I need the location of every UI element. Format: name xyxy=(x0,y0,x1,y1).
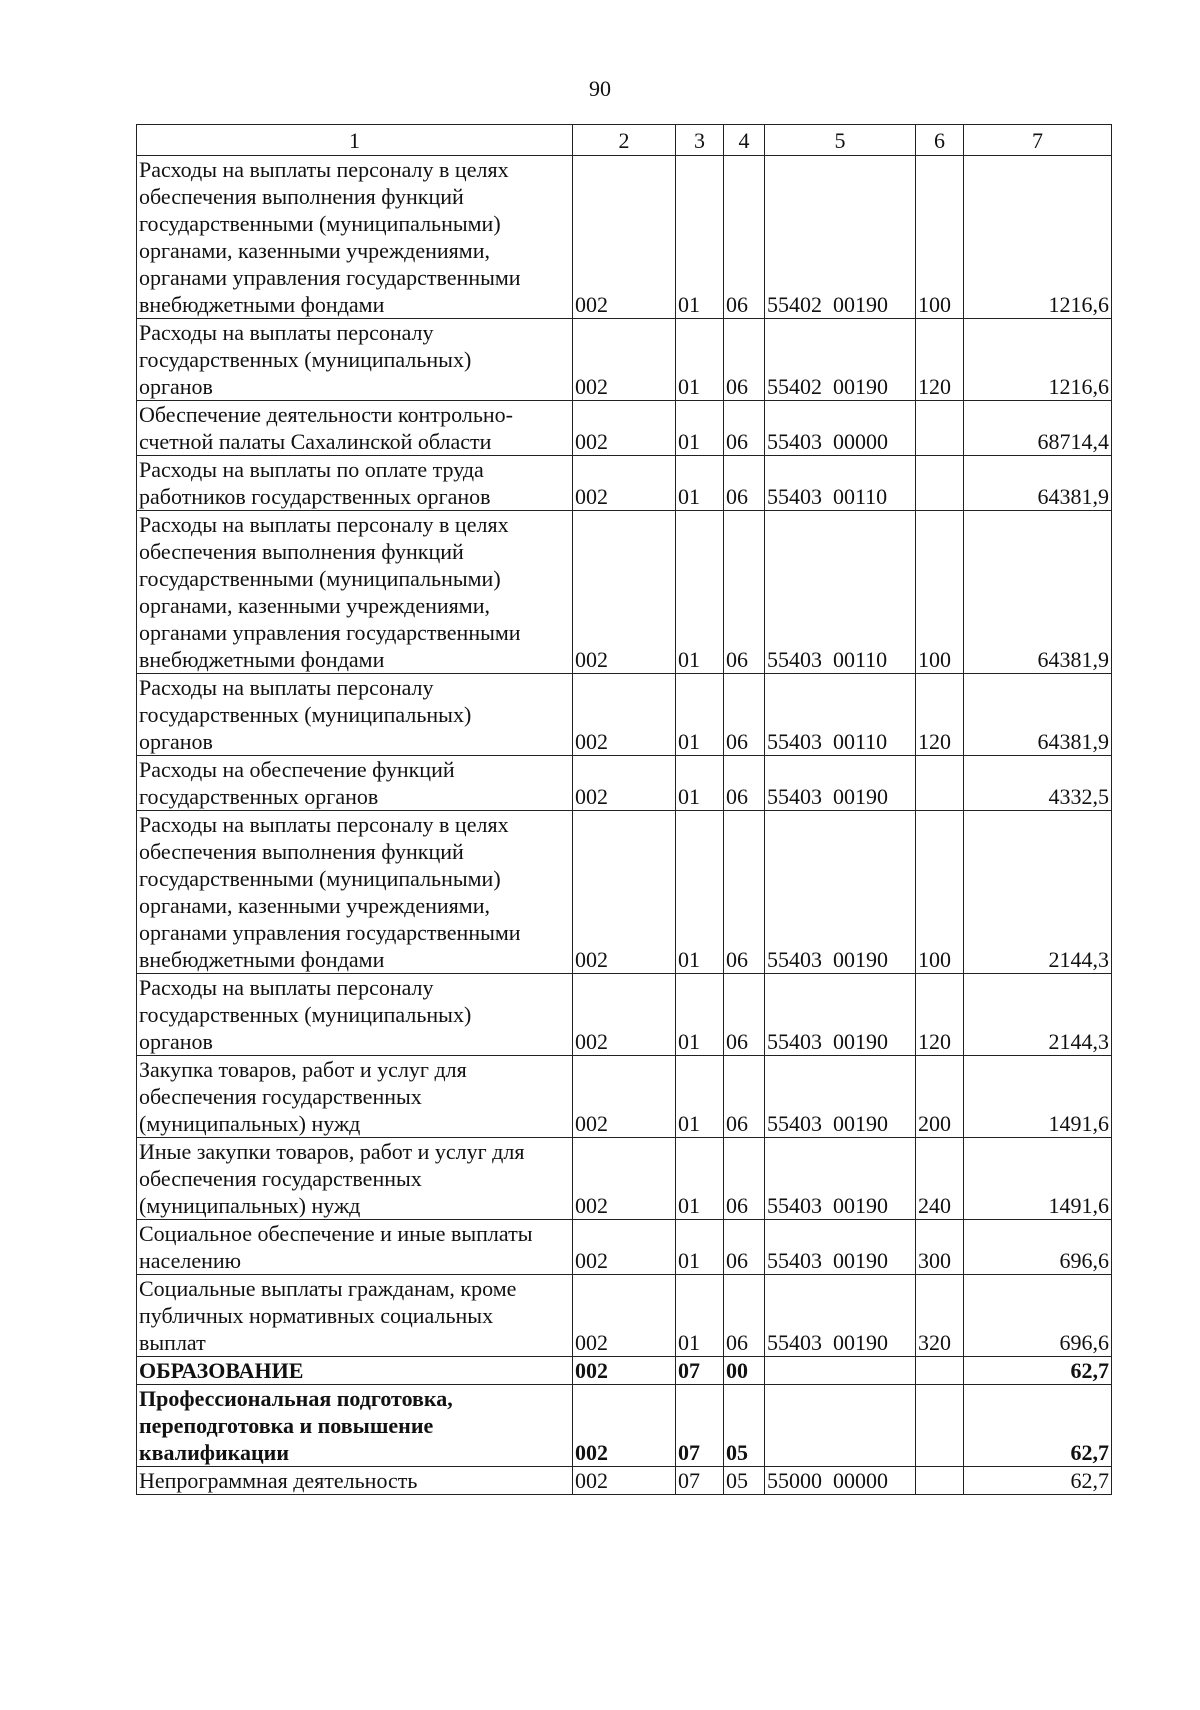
row-expense-type-cell xyxy=(916,456,964,511)
row-section-cell: 01 xyxy=(676,1056,724,1138)
header-row xyxy=(137,125,1112,156)
row-admin-code-cell: 002 xyxy=(573,511,676,674)
row-subsection-cell: 06 xyxy=(724,674,765,756)
row-expense-type-cell xyxy=(916,756,964,811)
row-target-article-cell: 55403 00000 xyxy=(765,401,916,456)
row-section-cell: 07 xyxy=(676,1385,724,1467)
row-name-cell: Расходы на выплаты по оплате труда работников государственных органов xyxy=(137,456,573,511)
table-row xyxy=(137,1138,1112,1220)
row-expense-type-cell xyxy=(916,1385,964,1467)
col-header-6: 6 xyxy=(916,125,964,156)
row-target-article-cell: 55403 00110 xyxy=(765,456,916,511)
row-amount-cell: 2144,3 xyxy=(964,811,1112,974)
row-amount-cell: 62,7 xyxy=(964,1385,1112,1467)
row-name-cell: Расходы на выплаты персоналу в целях обеспечения выполнения функций государственными (муниципальными) органами, казенными учреждениями, органами управления государственными внебюджетными фондами xyxy=(137,156,573,319)
row-subsection-cell: 06 xyxy=(724,756,765,811)
table-row xyxy=(137,674,1112,756)
row-section-cell: 01 xyxy=(676,401,724,456)
row-amount-cell: 62,7 xyxy=(964,1357,1112,1385)
row-admin-code-cell: 002 xyxy=(573,674,676,756)
row-name-cell: Обеспечение деятельности контрольно- счетной палаты Сахалинской области xyxy=(137,401,573,456)
row-name-cell: Расходы на обеспечение функций государственных органов xyxy=(137,756,573,811)
row-admin-code-cell: 002 xyxy=(573,456,676,511)
row-section-cell: 01 xyxy=(676,456,724,511)
row-subsection-cell: 06 xyxy=(724,511,765,674)
row-name-cell: Профессиональная подготовка, переподготовка и повышение квалификации xyxy=(137,1385,573,1467)
row-amount-cell: 696,6 xyxy=(964,1220,1112,1275)
table-body xyxy=(137,156,1112,1495)
row-subsection-cell: 06 xyxy=(724,811,765,974)
row-target-article-cell: 55403 00190 xyxy=(765,811,916,974)
row-name-cell: Расходы на выплаты персоналу государственных (муниципальных) органов xyxy=(137,974,573,1056)
row-subsection-cell: 06 xyxy=(724,156,765,319)
row-admin-code-cell: 002 xyxy=(573,401,676,456)
row-expense-type-cell xyxy=(916,1467,964,1495)
row-section-cell: 07 xyxy=(676,1357,724,1385)
row-expense-type-cell: 120 xyxy=(916,319,964,401)
row-expense-type-cell: 100 xyxy=(916,811,964,974)
row-section-cell: 01 xyxy=(676,974,724,1056)
row-name-cell: Расходы на выплаты персоналу государственных (муниципальных) органов xyxy=(137,319,573,401)
row-name-cell: Расходы на выплаты персоналу в целях обеспечения выполнения функций государственными (муниципальными) органами, казенными учреждениями, органами управления государственными внебюджетными фондами xyxy=(137,811,573,974)
row-section-cell: 07 xyxy=(676,1467,724,1495)
col-header-2: 2 xyxy=(573,125,676,156)
row-subsection-cell: 05 xyxy=(724,1385,765,1467)
row-section-cell: 01 xyxy=(676,1220,724,1275)
table-row xyxy=(137,156,1112,319)
row-section-cell: 01 xyxy=(676,674,724,756)
row-target-article-cell: 55403 00190 xyxy=(765,974,916,1056)
table-row xyxy=(137,974,1112,1056)
row-admin-code-cell: 002 xyxy=(573,1056,676,1138)
row-section-cell: 01 xyxy=(676,156,724,319)
row-admin-code-cell: 002 xyxy=(573,319,676,401)
row-subsection-cell: 06 xyxy=(724,1275,765,1357)
table-row xyxy=(137,811,1112,974)
row-expense-type-cell: 240 xyxy=(916,1138,964,1220)
row-section-cell: 01 xyxy=(676,811,724,974)
col-header-4: 4 xyxy=(724,125,765,156)
row-subsection-cell: 06 xyxy=(724,1056,765,1138)
row-admin-code-cell: 002 xyxy=(573,156,676,319)
row-subsection-cell: 06 xyxy=(724,974,765,1056)
table-row xyxy=(137,1275,1112,1357)
table-row xyxy=(137,1220,1112,1275)
row-amount-cell: 64381,9 xyxy=(964,456,1112,511)
row-admin-code-cell: 002 xyxy=(573,1138,676,1220)
row-subsection-cell: 00 xyxy=(724,1357,765,1385)
table-row xyxy=(137,456,1112,511)
row-name-cell: ОБРАЗОВАНИЕ xyxy=(137,1357,573,1385)
row-target-article-cell: 55403 00110 xyxy=(765,511,916,674)
row-target-article-cell: 55402 00190 xyxy=(765,319,916,401)
row-expense-type-cell: 300 xyxy=(916,1220,964,1275)
row-amount-cell: 1216,6 xyxy=(964,156,1112,319)
table-row xyxy=(137,319,1112,401)
row-expense-type-cell: 100 xyxy=(916,511,964,674)
row-admin-code-cell: 002 xyxy=(573,1467,676,1495)
row-amount-cell: 1491,6 xyxy=(964,1056,1112,1138)
page-number: 90 xyxy=(589,76,611,101)
row-subsection-cell: 06 xyxy=(724,1138,765,1220)
row-section-cell: 01 xyxy=(676,1138,724,1220)
row-amount-cell: 1216,6 xyxy=(964,319,1112,401)
row-amount-cell: 68714,4 xyxy=(964,401,1112,456)
row-target-article-cell: 55403 00190 xyxy=(765,756,916,811)
row-amount-cell: 64381,9 xyxy=(964,674,1112,756)
row-name-cell: Социальные выплаты гражданам, кроме публичных нормативных социальных выплат xyxy=(137,1275,573,1357)
table-row xyxy=(137,1357,1112,1385)
row-subsection-cell: 06 xyxy=(724,1220,765,1275)
row-section-cell: 01 xyxy=(676,1275,724,1357)
row-section-cell: 01 xyxy=(676,319,724,401)
budget-table xyxy=(136,124,1112,1495)
row-subsection-cell: 06 xyxy=(724,319,765,401)
row-amount-cell: 696,6 xyxy=(964,1275,1112,1357)
table-row xyxy=(137,401,1112,456)
row-section-cell: 01 xyxy=(676,511,724,674)
row-expense-type-cell: 100 xyxy=(916,156,964,319)
row-admin-code-cell: 002 xyxy=(573,811,676,974)
row-amount-cell: 1491,6 xyxy=(964,1138,1112,1220)
row-admin-code-cell: 002 xyxy=(573,974,676,1056)
row-amount-cell: 64381,9 xyxy=(964,511,1112,674)
row-target-article-cell: 55403 00190 xyxy=(765,1138,916,1220)
row-name-cell: Закупка товаров, работ и услуг для обеспечения государственных (муниципальных) нужд xyxy=(137,1056,573,1138)
row-target-article-cell: 55000 00000 xyxy=(765,1467,916,1495)
row-name-cell: Иные закупки товаров, работ и услуг для обеспечения государственных (муниципальных) нужд xyxy=(137,1138,573,1220)
row-target-article-cell: 55403 00110 xyxy=(765,674,916,756)
row-expense-type-cell: 320 xyxy=(916,1275,964,1357)
table-row xyxy=(137,1385,1112,1467)
row-admin-code-cell: 002 xyxy=(573,1220,676,1275)
row-expense-type-cell: 120 xyxy=(916,974,964,1056)
row-section-cell: 01 xyxy=(676,756,724,811)
table-row xyxy=(137,511,1112,674)
row-target-article-cell: 55403 00190 xyxy=(765,1056,916,1138)
row-expense-type-cell xyxy=(916,1357,964,1385)
table-row xyxy=(137,756,1112,811)
col-header-3: 3 xyxy=(676,125,724,156)
table-row xyxy=(137,1056,1112,1138)
row-target-article-cell xyxy=(765,1385,916,1467)
row-subsection-cell: 05 xyxy=(724,1467,765,1495)
col-header-1: 1 xyxy=(137,125,573,156)
row-expense-type-cell: 200 xyxy=(916,1056,964,1138)
col-header-7: 7 xyxy=(964,125,1112,156)
row-name-cell: Расходы на выплаты персоналу в целях обеспечения выполнения функций государственными (муниципальными) органами, казенными учреждениями, органами управления государственными внебюджетными фондами xyxy=(137,511,573,674)
row-amount-cell: 4332,5 xyxy=(964,756,1112,811)
row-name-cell: Непрограммная деятельность xyxy=(137,1467,573,1495)
row-admin-code-cell: 002 xyxy=(573,1385,676,1467)
row-expense-type-cell: 120 xyxy=(916,674,964,756)
row-expense-type-cell xyxy=(916,401,964,456)
row-amount-cell: 62,7 xyxy=(964,1467,1112,1495)
row-admin-code-cell: 002 xyxy=(573,756,676,811)
row-target-article-cell xyxy=(765,1357,916,1385)
row-subsection-cell: 06 xyxy=(724,456,765,511)
row-target-article-cell: 55402 00190 xyxy=(765,156,916,319)
table-row xyxy=(137,1467,1112,1495)
row-subsection-cell: 06 xyxy=(724,401,765,456)
row-amount-cell: 2144,3 xyxy=(964,974,1112,1056)
row-admin-code-cell: 002 xyxy=(573,1357,676,1385)
row-target-article-cell: 55403 00190 xyxy=(765,1220,916,1275)
row-name-cell: Социальное обеспечение и иные выплаты населению xyxy=(137,1220,573,1275)
row-name-cell: Расходы на выплаты персоналу государственных (муниципальных) органов xyxy=(137,674,573,756)
col-header-5: 5 xyxy=(765,125,916,156)
row-admin-code-cell: 002 xyxy=(573,1275,676,1357)
row-target-article-cell: 55403 00190 xyxy=(765,1275,916,1357)
